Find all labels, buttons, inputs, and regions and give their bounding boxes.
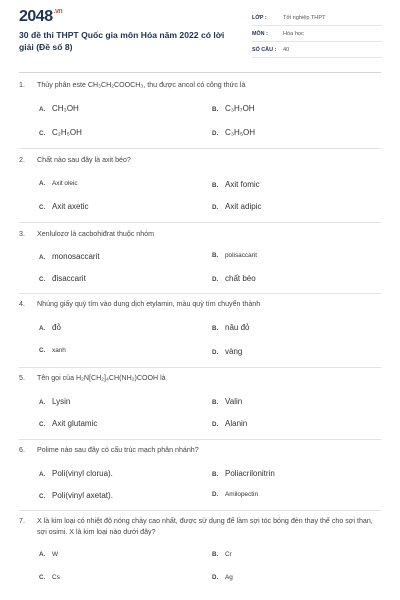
- question-stem: [19, 80, 381, 91]
- option-b[interactable]: [212, 180, 260, 189]
- option-a[interactable]: [39, 551, 58, 558]
- option-text: Poli(vinyl axetat).: [52, 491, 113, 500]
- option-d[interactable]: [212, 419, 247, 428]
- option-text: vàng: [225, 347, 243, 356]
- option-c[interactable]: [39, 202, 88, 211]
- question-number: 2.: [19, 156, 25, 164]
- option-letter: D.: [212, 204, 219, 211]
- option-letter: A.: [39, 254, 46, 261]
- question-divider: [19, 367, 381, 368]
- option-b[interactable]: [212, 469, 275, 478]
- question-text: Polime nào sau đây có cấu trúc mạch phân nhánh?: [37, 446, 199, 454]
- option-letter: B.: [212, 182, 219, 189]
- option-letter: A.: [39, 106, 46, 113]
- question-stem: [19, 445, 381, 456]
- option-text: Valin: [225, 397, 243, 406]
- question-divider: [19, 222, 381, 223]
- question-number: 3.: [19, 230, 25, 238]
- option-letter: A.: [39, 551, 46, 558]
- option-c[interactable]: [39, 347, 66, 354]
- meta-label: SỐ CÂU :: [252, 46, 277, 53]
- question-divider: [19, 439, 381, 440]
- option-c[interactable]: [39, 491, 113, 500]
- option-letter: B.: [212, 106, 219, 113]
- header-divider: [19, 72, 381, 73]
- option-text: Axit oleic: [52, 180, 78, 187]
- option-text: W: [52, 551, 59, 558]
- option-d[interactable]: [212, 347, 242, 356]
- option-text: Poli(vinyl clorua).: [52, 469, 113, 478]
- option-a[interactable]: [39, 180, 78, 187]
- question-text: X là kim loại có nhiệt độ nóng chảy cao nhất, được sử dụng để làm sợi tóc bóng đèn thay thế cho sợi than, sợi osimi. X là kim loại nào dưới đây?: [37, 517, 373, 536]
- option-b[interactable]: [212, 252, 257, 259]
- option-b[interactable]: [212, 551, 232, 558]
- option-a[interactable]: [39, 397, 70, 406]
- question-number: 7.: [19, 517, 25, 525]
- logo-suffix: .vn: [53, 8, 63, 15]
- option-b[interactable]: [212, 323, 249, 332]
- question-number: 1.: [19, 81, 25, 89]
- option-text: xanh: [52, 347, 66, 354]
- meta-row-lop: [252, 10, 382, 26]
- question: [19, 373, 381, 384]
- option-c[interactable]: [39, 128, 82, 137]
- question-text: Thủy phân este CH₃CH₂COOCH₃, thu được ancol có công thức là: [37, 81, 246, 89]
- question-divider: [19, 510, 381, 511]
- question: [19, 80, 381, 91]
- question-text: Tên gọi của H₂N[CH₂]₄CH(NH₂)COOH là: [37, 374, 166, 382]
- option-letter: C.: [39, 130, 46, 137]
- option-text: Poliacrilonitrin: [225, 469, 275, 478]
- question: [19, 229, 381, 240]
- option-a[interactable]: [39, 323, 61, 332]
- question-text: Xenlulozơ là cacbohiđrat thuộc nhóm: [37, 230, 155, 238]
- page-header: [0, 0, 400, 70]
- question-stem: [19, 373, 381, 384]
- option-letter: B.: [212, 399, 219, 406]
- option-text: Ag: [225, 574, 233, 581]
- question: [19, 155, 381, 166]
- question: [19, 445, 381, 456]
- question: [19, 299, 381, 310]
- option-text: Axit fomic: [225, 180, 260, 189]
- option-letter: D.: [212, 421, 219, 428]
- question-divider: [19, 148, 381, 149]
- option-text: Axit adipic: [225, 202, 262, 211]
- logo-text: 2048: [19, 8, 53, 25]
- question-number: 4.: [19, 300, 25, 308]
- option-text: C₃H₇OH: [225, 104, 255, 113]
- option-letter: C.: [39, 574, 46, 581]
- option-a[interactable]: [39, 104, 79, 113]
- option-letter: D.: [212, 491, 219, 498]
- option-letter: A.: [39, 325, 46, 332]
- option-letter: C.: [39, 204, 46, 211]
- site-logo[interactable]: [19, 8, 62, 26]
- option-letter: D.: [212, 574, 219, 581]
- meta-value: 40: [283, 46, 290, 53]
- option-letter: B.: [212, 551, 219, 558]
- option-letter: C.: [39, 347, 46, 354]
- option-text: đỏ: [52, 323, 61, 332]
- option-a[interactable]: [39, 252, 100, 261]
- option-letter: A.: [39, 471, 46, 478]
- option-d[interactable]: [212, 491, 258, 498]
- option-d[interactable]: [212, 202, 261, 211]
- option-letter: B.: [212, 471, 219, 478]
- option-b[interactable]: [212, 397, 242, 406]
- question-number: 6.: [19, 446, 25, 454]
- option-text: Amilopectin: [225, 491, 259, 498]
- option-c[interactable]: [39, 274, 86, 283]
- question-stem: [19, 155, 381, 166]
- option-text: nâu đỏ: [225, 323, 250, 332]
- question-stem: [19, 229, 381, 240]
- option-a[interactable]: [39, 469, 113, 478]
- option-text: Lysin: [52, 397, 71, 406]
- page-title: 30 đề thi THPT Quốc gia môn Hóa năm 2022 có lời giải (Đề số 8): [19, 30, 225, 52]
- option-letter: D.: [212, 130, 219, 137]
- option-letter: C.: [39, 421, 46, 428]
- question-stem: [19, 516, 381, 538]
- option-text: monosaccarit: [52, 252, 100, 261]
- option-letter: D.: [212, 349, 219, 356]
- meta-value: Hóa học: [283, 30, 304, 37]
- option-letter: C.: [39, 276, 46, 283]
- option-text: Axit glutamic: [52, 419, 98, 428]
- option-c[interactable]: [39, 574, 60, 581]
- option-letter: C.: [39, 493, 46, 500]
- meta-label: LỚP :: [252, 14, 267, 21]
- option-d[interactable]: [212, 574, 233, 581]
- option-text: C₃H₅OH: [225, 128, 256, 137]
- exam-meta: [252, 10, 382, 58]
- meta-row-socau: [252, 42, 382, 58]
- option-letter: B.: [212, 252, 219, 259]
- option-c[interactable]: [39, 419, 97, 428]
- question-number: 5.: [19, 374, 25, 382]
- option-text: chất béo: [225, 274, 256, 283]
- option-text: Cs: [52, 574, 60, 581]
- option-text: C₂H₅OH: [52, 128, 82, 137]
- question-text: Chất nào sau đây là axit béo?: [37, 156, 131, 164]
- question: [19, 516, 381, 538]
- option-d[interactable]: [212, 274, 256, 283]
- question-divider: [19, 293, 381, 294]
- option-text: Alanin: [225, 419, 248, 428]
- meta-value: Tốt nghiệp THPT: [283, 14, 326, 21]
- meta-row-mon: [252, 26, 382, 42]
- option-text: Axit axetic: [52, 202, 89, 211]
- option-text: Cr: [225, 551, 232, 558]
- option-letter: B.: [212, 325, 219, 332]
- option-b[interactable]: [212, 104, 255, 113]
- option-d[interactable]: [212, 128, 255, 137]
- question-text: Nhúng giấy quỳ tím vào dung dịch etylamin, màu quỳ tím chuyển thành: [37, 300, 261, 308]
- option-letter: A.: [39, 399, 46, 406]
- option-text: polisaccarit: [225, 252, 257, 259]
- option-letter: D.: [212, 276, 219, 283]
- option-text: đisaccarit: [52, 274, 86, 283]
- option-text: CH₃OH: [52, 104, 79, 113]
- meta-label: MÔN :: [252, 30, 268, 37]
- question-stem: [19, 299, 381, 310]
- option-letter: A.: [39, 180, 46, 187]
